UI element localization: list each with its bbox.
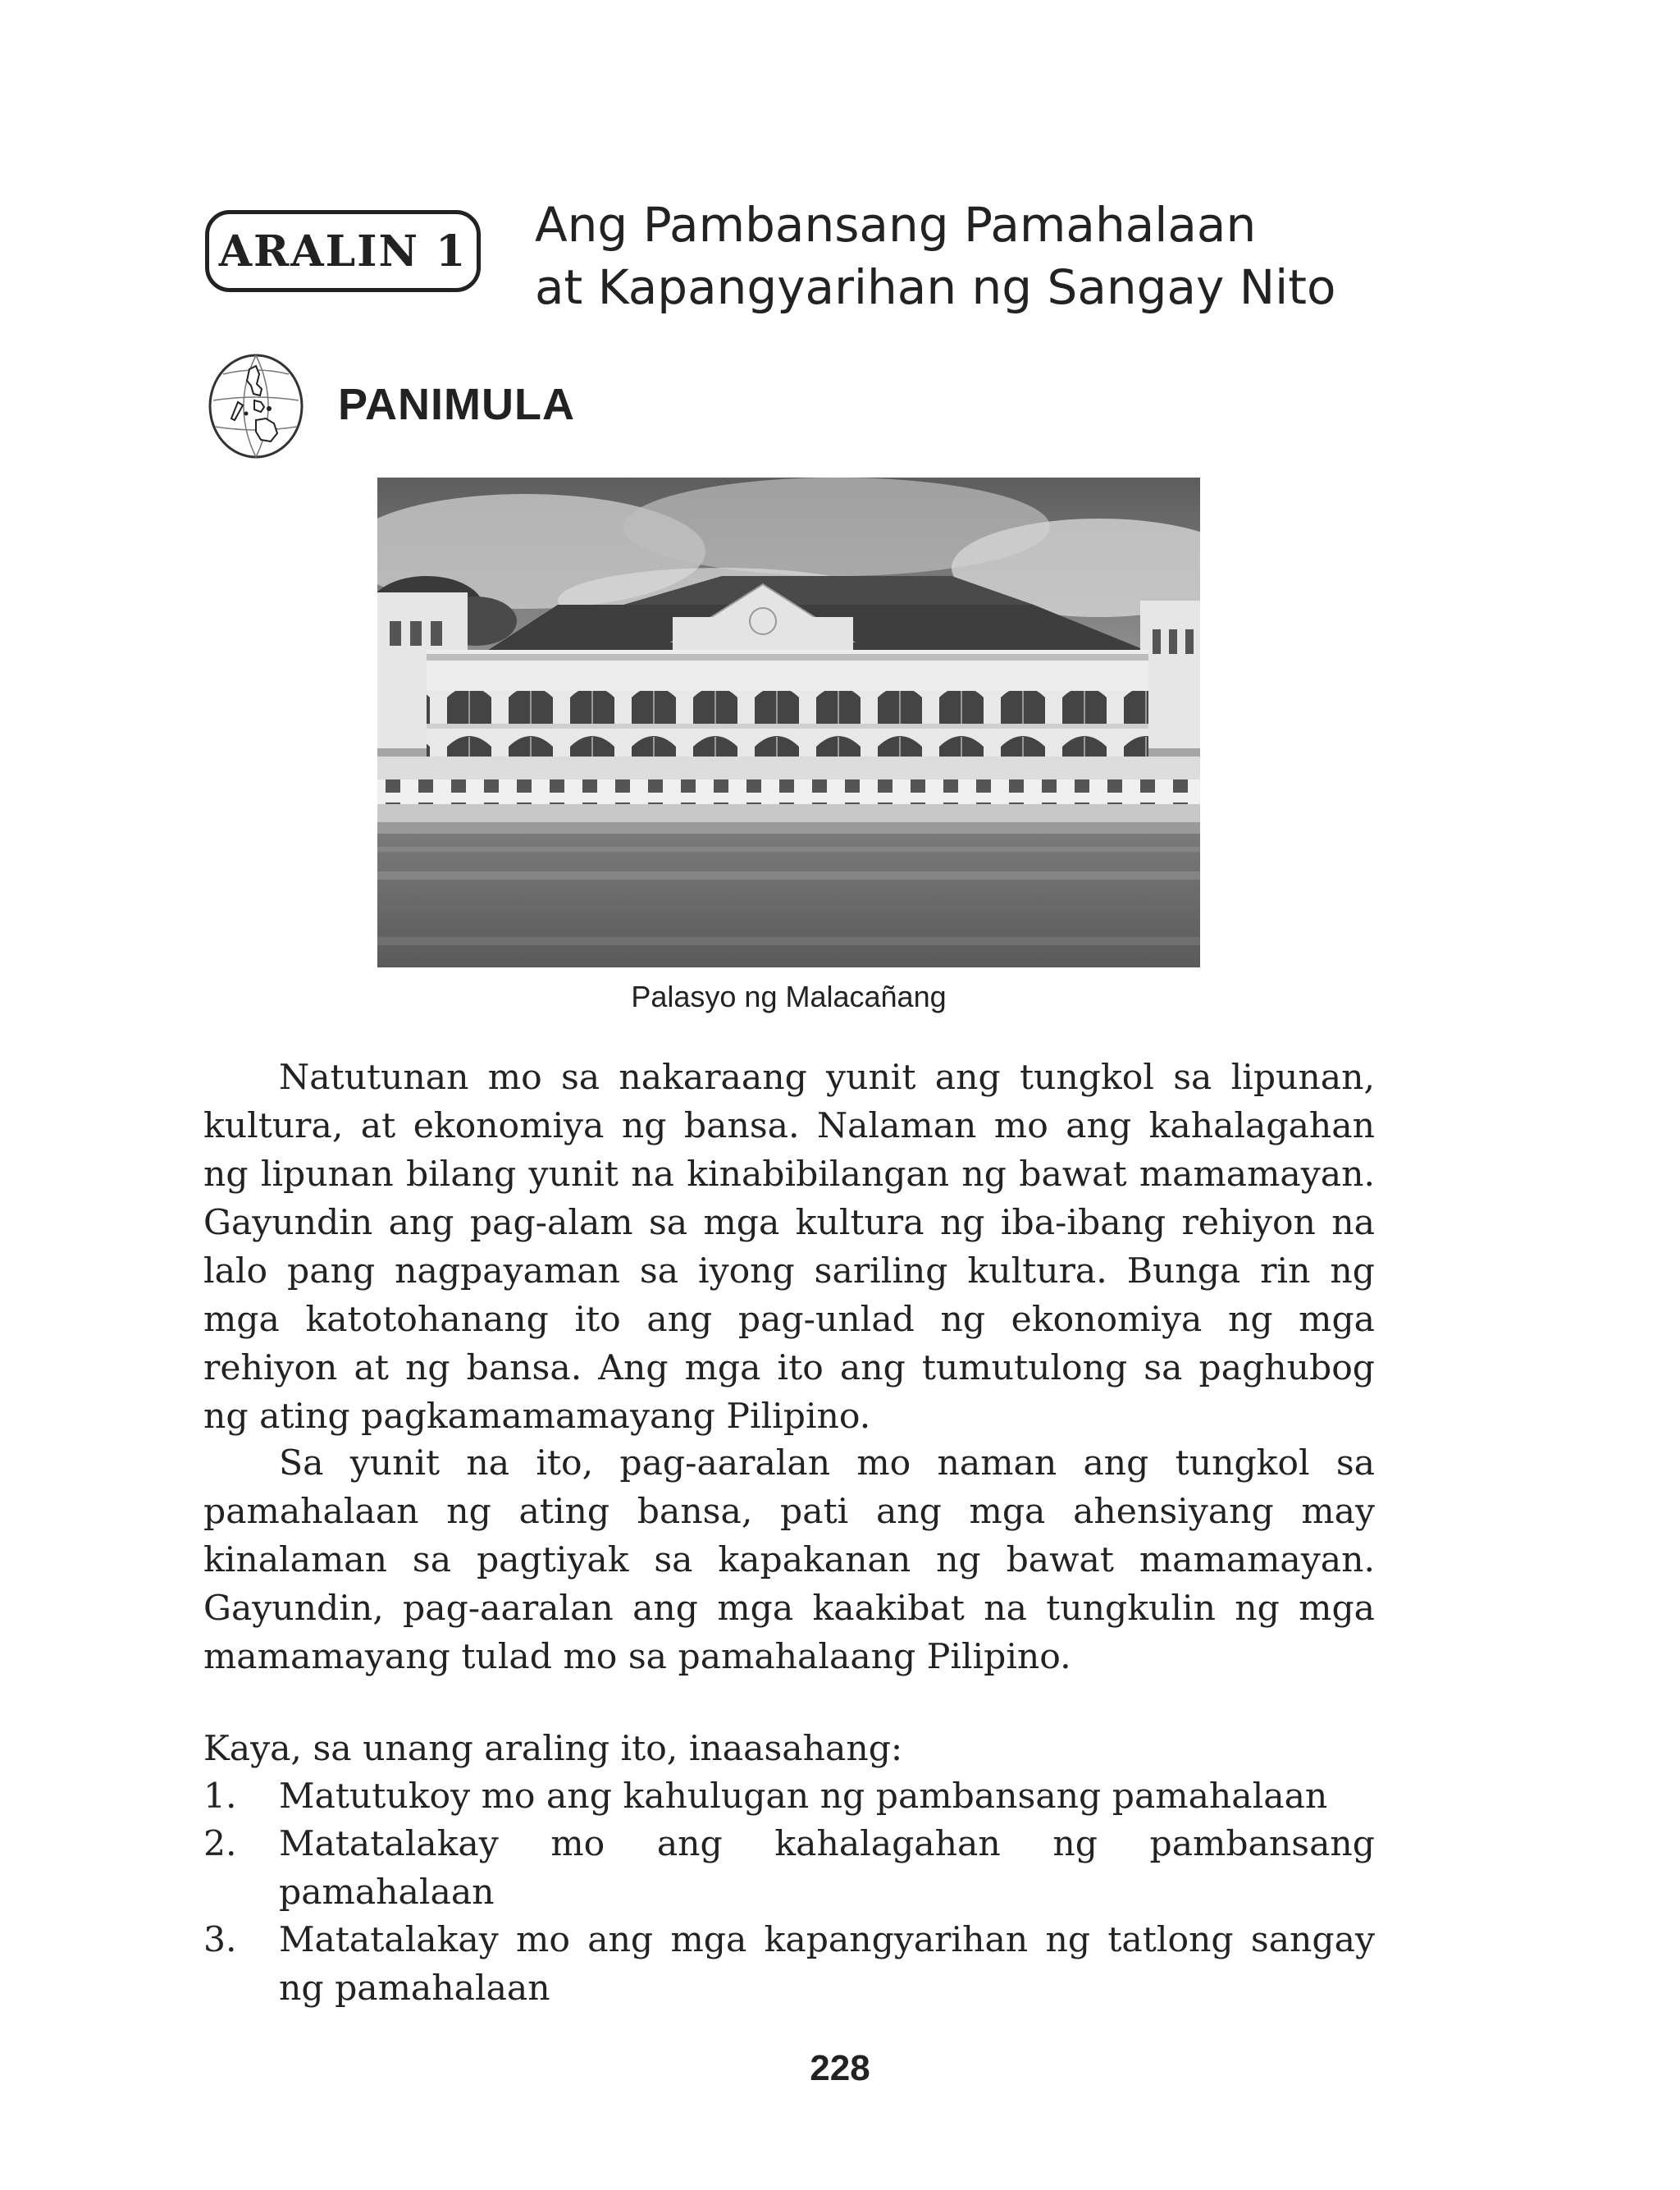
intro-paragraph-1 bbox=[203, 1054, 1375, 1441]
objective-text: Matatalakay mo ang mga kapangyarihan ng tatlong sangay ng pamahalaan bbox=[279, 1920, 1375, 2009]
objective-number: 3. bbox=[203, 1920, 237, 1960]
page-number: 228 bbox=[810, 2048, 870, 2088]
objective-item bbox=[203, 1820, 1375, 1917]
objective-item bbox=[203, 1916, 1375, 2013]
intro-paragraph-2 bbox=[203, 1439, 1375, 1681]
objective-text: Matutukoy mo ang kahulugan ng pambansang pamahalaan bbox=[279, 1776, 1328, 1817]
objective-text: Matatalakay mo ang kahalagahan ng pambansang pamahalaan bbox=[279, 1824, 1375, 1913]
section-heading: PANIMULA bbox=[338, 380, 575, 429]
photo-caption: Palasyo ng Malacañang bbox=[631, 980, 947, 1013]
intro-paragraph-2-text: Sa yunit na ito, pag-aaralan mo naman ang tungkol sa pamahalaan ng ating bansa, pati ang mga ahensiyang may kinalaman sa pagtiyak sa kapakanan ng bawat mamamayan. Gayundin, pag-aaralan ang mga kaakibat na tungkulin ng mga mamamayang tulad mo sa pamahalaang Pilipino. bbox=[203, 1443, 1375, 1677]
lesson-title-line-1: Ang Pambansang Pamahalaan bbox=[535, 197, 1257, 253]
objective-item bbox=[203, 1772, 1375, 1821]
objective-number: 1. bbox=[203, 1776, 237, 1817]
intro-paragraph-1-text: Natutunan mo sa nakaraang yunit ang tungkol sa lipunan, kultura, at ekonomiya ng bansa. Nalaman mo ang kahalagahan ng lipunan bilang yunit na kinabibilangan ng bawat mamamayan. Gayundin ang pag-alam sa mga kultura ng iba-ibang rehiyon na lalo pang nagpayaman sa iyong sariling kultura. Bunga rin ng mga katotohanang ito ang pag-unlad ng ekonomiya ng mga rehiyon at ng bansa. Ang mga ito ang tumutulong sa paghubog ng ating pagkamamamayang Pilipino. bbox=[203, 1058, 1375, 1437]
palace-photo bbox=[377, 478, 1200, 967]
objectives-intro: Kaya, sa unang araling ito, inaasahang: bbox=[203, 1729, 903, 1769]
objective-number: 2. bbox=[203, 1824, 237, 1864]
lesson-badge: ARALIN 1 bbox=[205, 210, 481, 292]
philippines-globe-icon bbox=[207, 351, 305, 461]
lesson-title-line-2: at Kapangyarihan ng Sangay Nito bbox=[535, 259, 1336, 315]
